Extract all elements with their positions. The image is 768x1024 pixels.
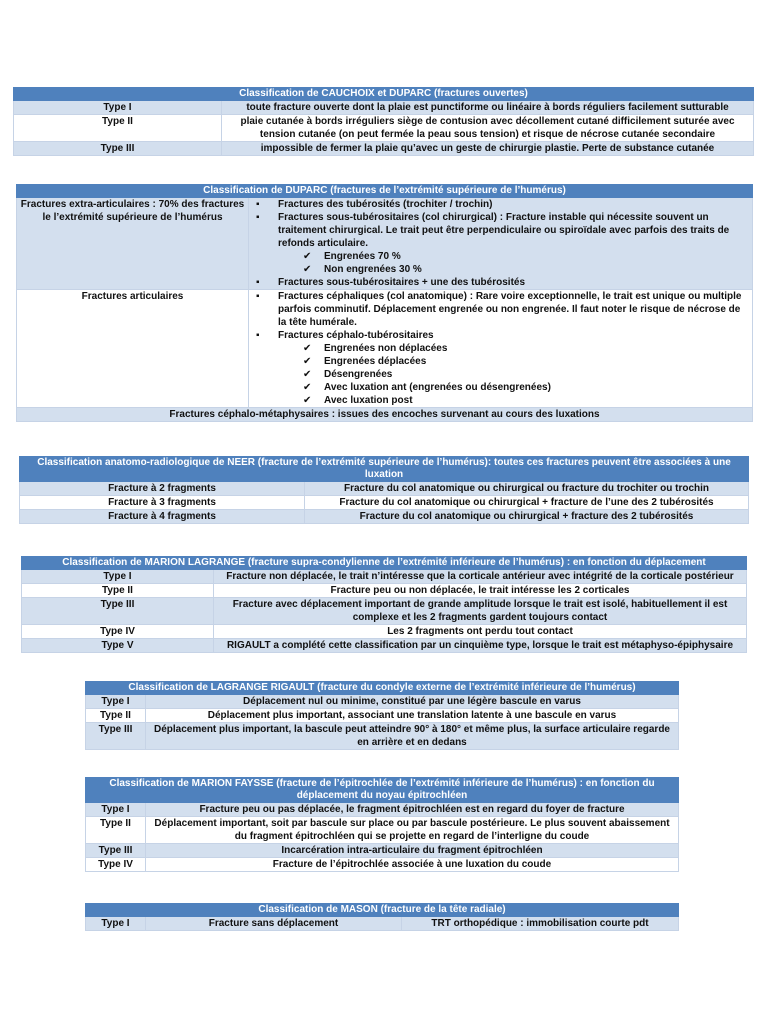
row-desc: toute fracture ouverte dont la plaie est punctiforme ou linéaire à bords réguliers facilement sutturable bbox=[222, 101, 754, 115]
table-row bbox=[22, 584, 747, 598]
row-type: Type I bbox=[86, 917, 146, 931]
row-type: Type I bbox=[86, 803, 146, 817]
table-neer bbox=[19, 456, 749, 524]
table-title: Classification de LAGRANGE RIGAULT (fracture du condyle externe de l’extrémité inférieure de l’humérus) bbox=[86, 682, 679, 695]
table-row bbox=[17, 408, 753, 422]
check-item: ✔ Avec luxation post bbox=[324, 394, 749, 407]
table-row bbox=[20, 496, 749, 510]
table-row bbox=[17, 198, 753, 290]
row-desc: plaie cutanée à bords irréguliers siège de contusion avec décollement cutané difficilement suturée avec tension cutanée (on peut fermée la peau sous tension) et risque de nécrose cutanée secondaire bbox=[222, 115, 754, 142]
articular-list bbox=[249, 290, 753, 408]
row-treatment: TRT orthopédique : immobilisation courte pdt bbox=[402, 917, 679, 931]
articular-label: Fractures articulaires bbox=[17, 290, 249, 408]
check-item: ✔ Engrenées non déplacées bbox=[324, 342, 749, 355]
row-type: Type III bbox=[22, 598, 214, 625]
table-row bbox=[86, 917, 679, 931]
check-item: ✔ Avec luxation ant (engrenées ou désengrenées) bbox=[324, 381, 749, 394]
list-item-text: Fractures céphalo-tubérositaires bbox=[278, 330, 434, 341]
row-desc: Fracture du col anatomique ou chirurgical + fracture des 2 tubérosités bbox=[305, 510, 749, 524]
table-cauchoix-duparc bbox=[13, 87, 754, 156]
table-row bbox=[14, 142, 754, 156]
table-lagrange-rigault bbox=[85, 681, 679, 750]
row-type: Type I bbox=[86, 695, 146, 709]
row-type: Type I bbox=[14, 101, 222, 115]
row-desc: Les 2 fragments ont perdu tout contact bbox=[214, 625, 747, 639]
row-desc: Déplacement nul ou minime, constitué par une légère bascule en varus bbox=[146, 695, 679, 709]
row-desc: Fracture sans déplacement bbox=[146, 917, 402, 931]
table-row bbox=[22, 598, 747, 625]
row-desc: Fracture peu ou non déplacée, le trait intéresse les 2 corticales bbox=[214, 584, 747, 598]
list-item: ▪ Fractures sous-tubérositaires + une des tubérosités bbox=[278, 276, 749, 289]
table-mason bbox=[85, 903, 679, 931]
row-type: Fracture à 2 fragments bbox=[20, 482, 305, 496]
table-title: Classification de MARION FAYSSE (fracture de l’épitrochlée de l’extrémité inférieure de l’humérus) : en fonction du déplacement du noyau épitrochléen bbox=[86, 778, 679, 803]
check-item: ✔ Engrenées déplacées bbox=[324, 355, 749, 368]
row-desc: Fracture peu ou pas déplacée, le fragment épitrochléen est en regard du foyer de fracture bbox=[146, 803, 679, 817]
table-title: Classification de DUPARC (fractures de l’extrémité supérieure de l’humérus) bbox=[17, 185, 753, 198]
table-row bbox=[86, 695, 679, 709]
table-row bbox=[14, 101, 754, 115]
table-row bbox=[20, 510, 749, 524]
row-type: Type II bbox=[22, 584, 214, 598]
table-row bbox=[22, 639, 747, 653]
extra-articular-label: Fractures extra-articulaires : 70% des fractures le l’extrémité supérieure de l’humérus bbox=[17, 198, 249, 290]
row-type: Type V bbox=[22, 639, 214, 653]
table-row bbox=[86, 817, 679, 844]
table-row bbox=[86, 844, 679, 858]
table-row bbox=[86, 858, 679, 872]
row-desc: Fracture du col anatomique ou chirurgical ou fracture du trochiter ou trochin bbox=[305, 482, 749, 496]
row-desc: impossible de fermer la plaie qu’avec un geste de chirurgie plastie. Perte de substance cutanée bbox=[222, 142, 754, 156]
row-desc: Déplacement plus important, associant une translation latente à une bascule en varus bbox=[146, 709, 679, 723]
row-type: Type IV bbox=[22, 625, 214, 639]
row-desc: Déplacement plus important, la bascule peut atteindre 90° à 180° et même plus, la surface articulaire regarde en arrière et en dedans bbox=[146, 723, 679, 750]
table-row bbox=[86, 803, 679, 817]
row-desc: RIGAULT a complété cette classification par un cinquième type, lorsque le trait est métaphyso-épiphysaire bbox=[214, 639, 747, 653]
row-type: Type II bbox=[86, 709, 146, 723]
table-row bbox=[22, 570, 747, 584]
check-item: ✔ Engrenées 70 % bbox=[324, 250, 749, 263]
row-desc: Fracture non déplacée, le trait n’intéresse que la corticale antérieur avec intégrité de la corticale postérieur bbox=[214, 570, 747, 584]
table-marion-lagrange bbox=[21, 556, 747, 653]
list-item: ▪ Fractures des tubérosités (trochiter / trochin) bbox=[278, 198, 749, 211]
table-row bbox=[86, 723, 679, 750]
list-item bbox=[278, 329, 749, 407]
row-type: Type III bbox=[86, 723, 146, 750]
row-type: Type IV bbox=[86, 858, 146, 872]
list-item bbox=[278, 211, 749, 276]
row-type: Type II bbox=[86, 817, 146, 844]
check-item: ✔ Désengrenées bbox=[324, 368, 749, 381]
list-item-text: Fractures sous-tubérositaires (col chirurgical) : Fracture instable qui nécessite souvent un traitement chirurgical. Le trait peut être perpendiculaire ou spiroïdale avec parfois des traits de refonds articulaire. bbox=[278, 212, 730, 249]
table-row bbox=[86, 709, 679, 723]
check-item: ✔ Non engrenées 30 % bbox=[324, 263, 749, 276]
row-type: Type III bbox=[14, 142, 222, 156]
row-type: Type III bbox=[86, 844, 146, 858]
table-title: Classification anatomo-radiologique de NEER (fracture de l’extrémité supérieure de l’humérus): toutes ces fractures peuvent être associées à une luxation bbox=[20, 457, 749, 482]
row-desc: Fracture avec déplacement important de grande amplitude lorsque le trait est isolé, habituellement il est complexe et les 2 fragments gardent toujours contact bbox=[214, 598, 747, 625]
table-row bbox=[22, 625, 747, 639]
table-duparc bbox=[16, 184, 753, 422]
table-row bbox=[17, 290, 753, 408]
row-desc: Incarcération intra-articulaire du fragment épitrochléen bbox=[146, 844, 679, 858]
list-item: ▪ Fractures céphaliques (col anatomique) : Rare voire exceptionnelle, le trait est unique ou multiple parfois comminutif. Déplacement engrenée ou non engrenée. Il faut noter le risque de nécrose de la tête humérale. bbox=[278, 290, 749, 329]
row-type: Type I bbox=[22, 570, 214, 584]
extra-articular-list bbox=[249, 198, 753, 290]
row-type: Fracture à 3 fragments bbox=[20, 496, 305, 510]
row-desc: Fracture de l’épitrochlée associée à une luxation du coude bbox=[146, 858, 679, 872]
row-type: Type II bbox=[14, 115, 222, 142]
table-row bbox=[20, 482, 749, 496]
row-desc: Fracture du col anatomique ou chirurgical + fracture de l’une des 2 tubérosités bbox=[305, 496, 749, 510]
table-footer-row: Fractures céphalo-métaphysaires : issues des encoches survenant au cours des luxations bbox=[17, 408, 753, 422]
table-title: Classification de CAUCHOIX et DUPARC (fractures ouvertes) bbox=[14, 88, 754, 101]
table-row bbox=[14, 115, 754, 142]
row-type: Fracture à 4 fragments bbox=[20, 510, 305, 524]
row-desc: Déplacement important, soit par bascule sur place ou par bascule postérieure. Le plus souvent abaissement du fragment épitrochléen qui se projette en regard de l’interligne du coude bbox=[146, 817, 679, 844]
table-title: Classification de MARION LAGRANGE (fracture supra-condylienne de l’extrémité inférieure de l’humérus) : en fonction du déplacement bbox=[22, 557, 747, 570]
table-title: Classification de MASON (fracture de la tête radiale) bbox=[86, 904, 679, 917]
table-marion-faysse bbox=[85, 777, 679, 872]
